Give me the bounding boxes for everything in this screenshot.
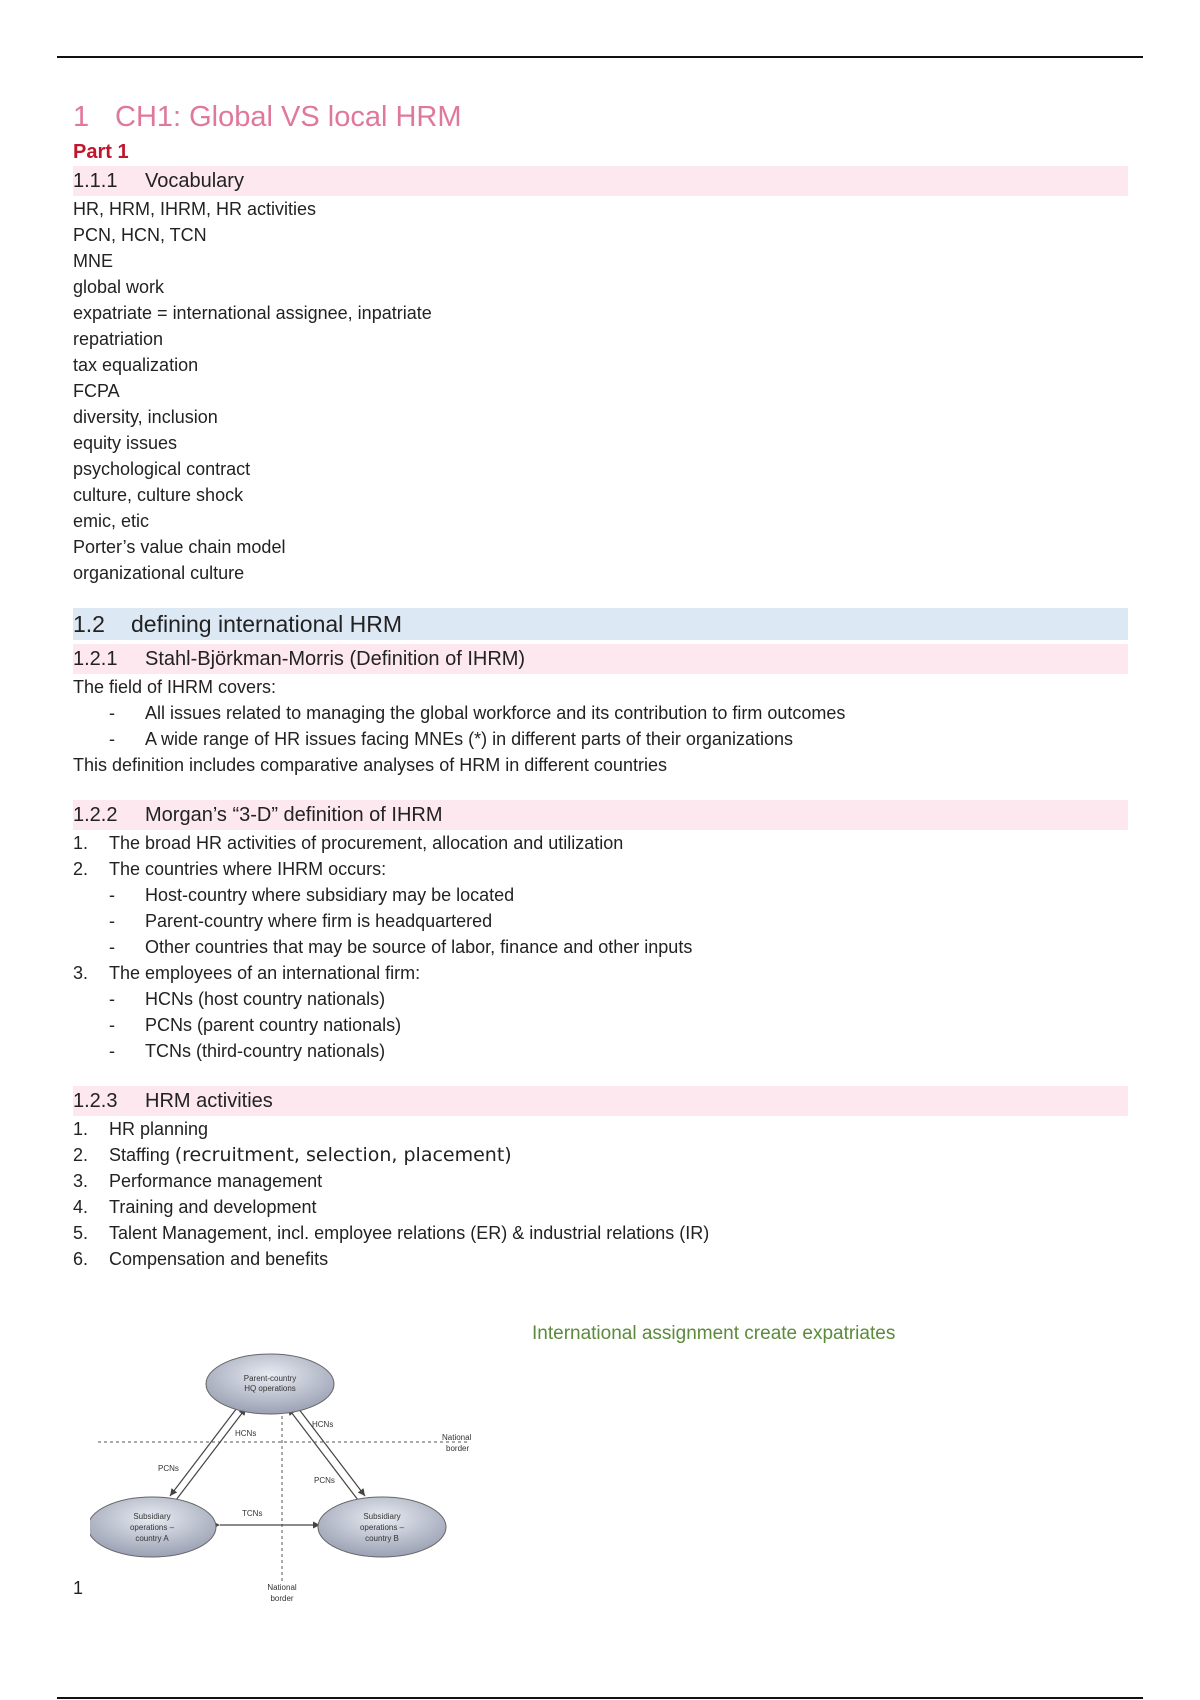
numbered-item: 5. Talent Management, incl. employee relations (ER) & industrial relations (IR)	[73, 1223, 710, 1243]
vocab-item: repatriation	[73, 329, 164, 349]
section-title: Vocabulary	[145, 170, 244, 192]
vocab-item: HR, HRM, IHRM, HR activities	[73, 199, 317, 219]
document-body	[73, 96, 1128, 1272]
section-heading-morgan	[73, 800, 1128, 830]
bullet-item: - Host-country where subsidiary may be located	[109, 885, 515, 905]
section-number: 1.2	[73, 611, 105, 637]
bullet-item: - PCNs (parent country nationals)	[109, 1015, 402, 1035]
chapter-heading	[73, 96, 1128, 138]
section-title: Stahl-Björkman-Morris (Definition of IHRM)	[145, 648, 526, 670]
figure-number: 1	[73, 1578, 84, 1598]
bullet-dash: -	[109, 703, 115, 723]
section-number: 1.2.3	[73, 1090, 118, 1112]
label-hcns-left: HCNs	[235, 1429, 257, 1438]
vocab-item: Porter’s value chain model	[73, 537, 286, 557]
bullet-item: - A wide range of HR issues facing MNEs (*) in different parts of their organizations	[73, 726, 1128, 752]
section-heading-vocabulary	[73, 166, 1128, 196]
stahl-intro: The field of IHRM covers:	[73, 677, 277, 697]
expatriate-flow-diagram	[90, 1344, 520, 1604]
section-title: defining international HRM	[131, 611, 403, 637]
numbered-item: 1. HR planning	[73, 1119, 209, 1139]
border-label-bottom-2: border	[270, 1594, 294, 1603]
section-number: 1.2.1	[73, 648, 118, 670]
label-pcns-right: PCNs	[314, 1476, 335, 1485]
bullet-item: - Other countries that may be source of labor, finance and other inputs	[109, 937, 693, 957]
arrow-hq-to-a	[170, 1404, 240, 1496]
chapter-number: 1	[73, 101, 90, 133]
bullet-dash: -	[109, 729, 115, 749]
section-title: Morgan’s “3-D” definition of IHRM	[145, 804, 443, 826]
border-label-bottom-1: National	[267, 1583, 297, 1592]
sub-a-label-1: Subsidiary	[133, 1512, 171, 1521]
section-heading-defining-ihrm	[73, 608, 1128, 640]
hq-label-2: HQ operations	[244, 1384, 296, 1393]
label-hcns-right: HCNs	[312, 1420, 334, 1429]
bullet-item: - TCNs (third-country nationals)	[109, 1041, 386, 1061]
section-number: 1.1.1	[73, 170, 118, 192]
numbered-item: 6. Compensation and benefits	[73, 1249, 329, 1269]
numbered-item: 3. The employees of an international firm:	[73, 963, 421, 983]
section-title: HRM activities	[145, 1090, 273, 1112]
chapter-title: CH1: Global VS local HRM	[115, 101, 462, 133]
section-heading-stahl	[73, 644, 1128, 674]
bullet-item: - All issues related to managing the global workforce and its contribution to firm outcomes	[73, 700, 1128, 726]
stahl-outro: This definition includes comparative analyses of HRM in different countries	[73, 755, 667, 775]
sub-b-label-3: country B	[365, 1534, 399, 1543]
sub-a-label-3: country A	[135, 1534, 169, 1543]
vocab-item: diversity, inclusion	[73, 407, 218, 427]
vocab-item: culture, culture shock	[73, 485, 244, 505]
border-label-right-1: National	[442, 1433, 472, 1442]
sub-a-label-2: operations –	[129, 1523, 175, 1532]
section-number: 1.2.2	[73, 804, 118, 826]
sub-b-label-1: Subsidiary	[363, 1512, 401, 1521]
figure-caption: International assignment create expatriates	[532, 1323, 896, 1344]
vocab-item: PCN, HCN, TCN	[73, 225, 207, 245]
label-pcns-left: PCNs	[158, 1464, 179, 1473]
hq-label-1: Parent-country	[243, 1374, 297, 1383]
vocab-item: MNE	[73, 251, 113, 271]
vocab-item: expatriate = international assignee, inpatriate	[73, 303, 432, 323]
vocab-item: psychological contract	[73, 459, 251, 479]
sub-b-label-2: operations –	[359, 1523, 405, 1532]
vocabulary-list	[73, 196, 1128, 586]
vocab-item: organizational culture	[73, 563, 245, 583]
border-label-right-2: border	[446, 1444, 470, 1453]
numbered-item: 2. The countries where IHRM occurs:	[73, 859, 387, 879]
section-heading-hrm-activities	[73, 1086, 1128, 1116]
part-label: Part 1	[73, 141, 129, 163]
vocab-item: tax equalization	[73, 355, 199, 375]
vocab-item: FCPA	[73, 381, 120, 401]
vocab-item: global work	[73, 277, 165, 297]
bottom-rule	[57, 1697, 1143, 1699]
bullet-item: - Parent-country where firm is headquartered	[109, 911, 493, 931]
arrow-a-to-hq	[176, 1408, 246, 1500]
vocab-item: equity issues	[73, 433, 178, 453]
bullet-item: - HCNs (host country nationals)	[109, 989, 386, 1009]
top-rule	[57, 56, 1143, 58]
vocab-item: emic, etic	[73, 511, 150, 531]
numbered-item: 2. Staffing (recruitment, selection, placement)	[73, 1144, 512, 1166]
numbered-item: 1. The broad HR activities of procurement, allocation and utilization	[73, 833, 624, 853]
numbered-item: 3. Performance management	[73, 1171, 323, 1191]
label-tcns: TCNs	[242, 1509, 263, 1518]
numbered-item: 4. Training and development	[73, 1197, 317, 1217]
